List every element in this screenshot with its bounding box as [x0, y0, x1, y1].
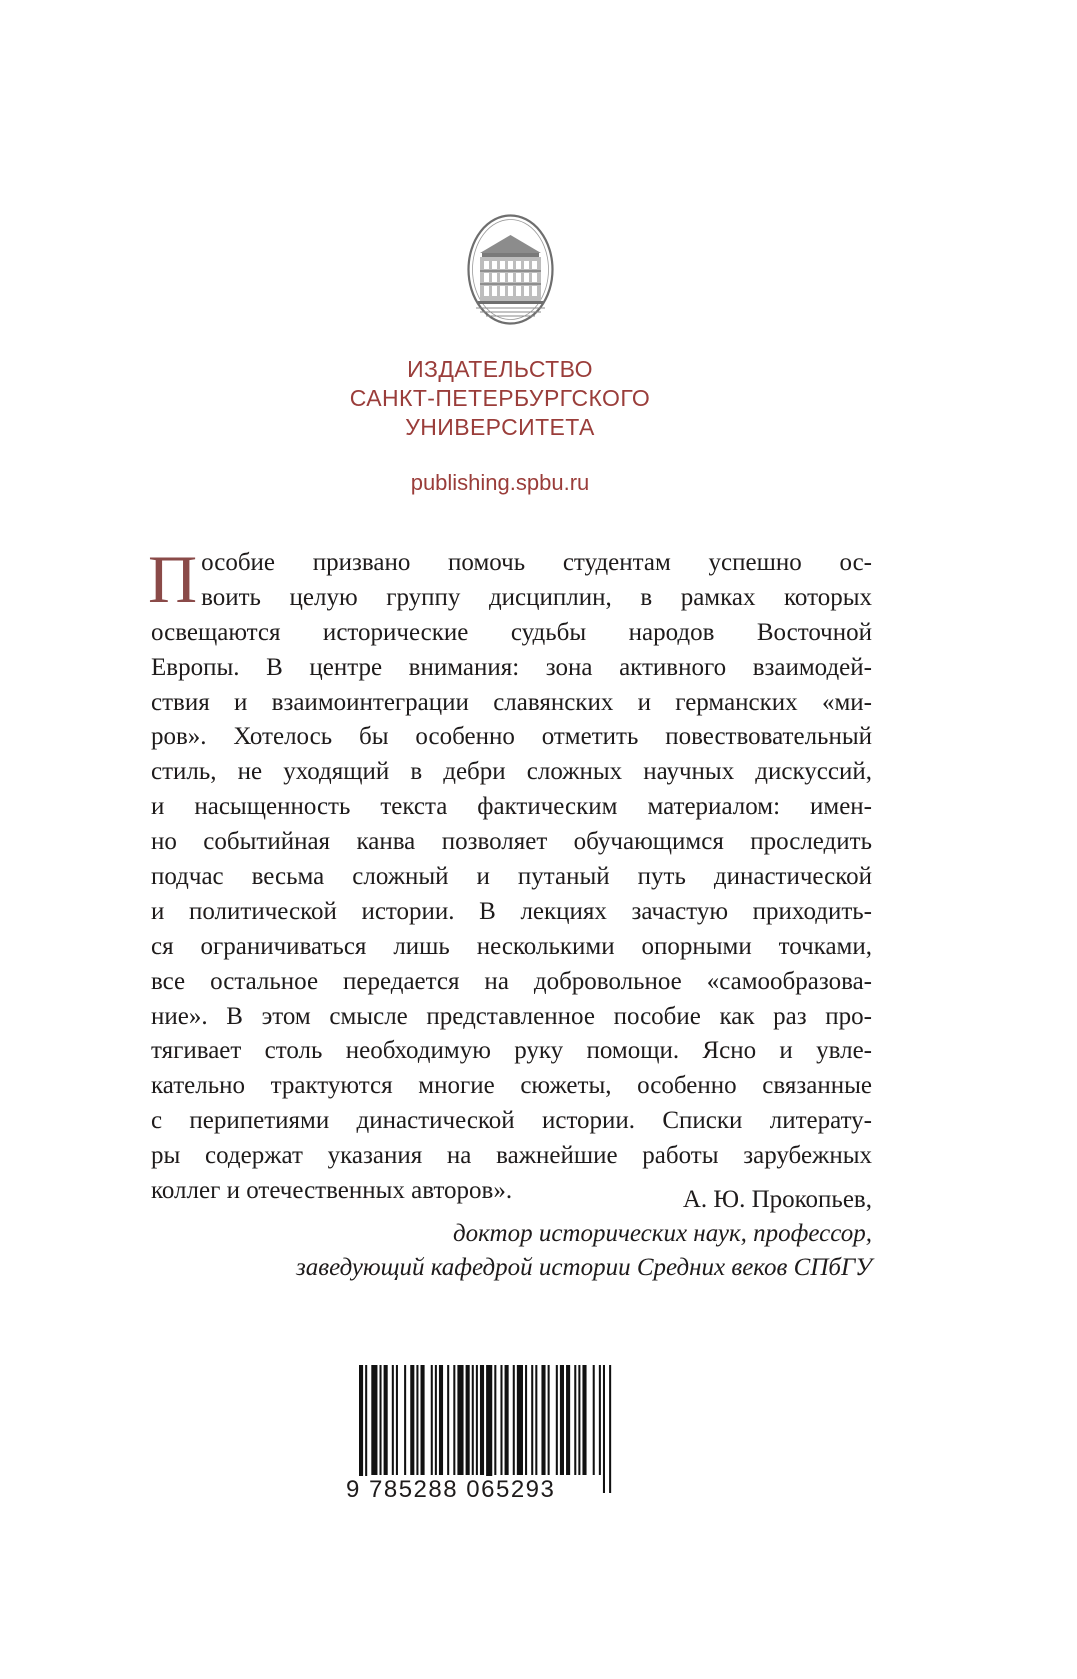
- barcode-bar: [566, 1365, 570, 1475]
- publisher-website: publishing.spbu.ru: [410, 470, 590, 495]
- annotation-line: стиль, не уходящий в дебри сложных научных дискуссий,: [151, 758, 872, 786]
- annotation-line: подчас весьма сложный и путаный путь династической: [151, 863, 872, 891]
- barcode-bar: [525, 1365, 527, 1475]
- barcode-bar: [392, 1365, 394, 1475]
- drop-cap: П: [148, 541, 198, 617]
- barcode-bar: [384, 1365, 388, 1475]
- annotation-line: и политической истории. В лекциях зачастую приходить-: [151, 897, 872, 925]
- annotation-line: ры содержат указания на важнейшие работы зарубежных: [151, 1142, 872, 1170]
- barcode-bar: [582, 1365, 586, 1475]
- barcode-bar: [410, 1365, 414, 1475]
- barcode-bar: [453, 1365, 455, 1475]
- barcode-bar: [371, 1365, 377, 1475]
- publisher-line-2: САНКТ-ПЕТЕРБУРГСКОГО: [349, 385, 651, 411]
- reviewer-signature: [296, 1183, 872, 1285]
- barcode-bar: [472, 1365, 474, 1475]
- annotation-paragraph: [148, 541, 872, 1209]
- barcode-bar: [421, 1365, 425, 1475]
- barcode-bar: [599, 1365, 601, 1475]
- barcode-bar: [396, 1365, 398, 1475]
- reviewer-degree: доктор исторических наук, профессор,: [453, 1220, 872, 1247]
- barcode-bar: [404, 1365, 406, 1475]
- barcode-bar: [494, 1365, 496, 1475]
- barcode-bar: [548, 1365, 550, 1475]
- barcode-bar: [380, 1365, 382, 1475]
- annotation-line: Европы. В центре внимания: зона активного взаимодей-: [151, 653, 872, 681]
- barcode-bar: [556, 1365, 558, 1475]
- annotation-line: ние». В этом смысле представленное пособие как раз про-: [151, 1002, 872, 1030]
- annotation-line: кательно трактуются многие сюжеты, особенно связанные: [151, 1072, 872, 1100]
- barcode-bar: [466, 1365, 470, 1475]
- barcode-bar: [574, 1365, 576, 1475]
- annotation-line: но событийная канва позволяет обучающимся проследить: [151, 828, 872, 856]
- annotation-line: особие призвано помочь студентам успешно ос-: [201, 549, 872, 576]
- annotation-line: ров». Хотелось бы особенно отметить повествовательный: [151, 723, 872, 751]
- barcode-bar: [517, 1365, 523, 1475]
- barcode-bar: [447, 1365, 449, 1475]
- barcode-bar: [365, 1365, 367, 1493]
- reviewer-position: заведующий кафедрой истории Средних веков СПбГУ: [295, 1254, 872, 1281]
- annotation-line: все остальное передается на добровольное «самообразова-: [151, 967, 872, 995]
- isbn-digits: 9 785288 065293: [346, 1476, 556, 1503]
- annotation-line: и насыщенность текста фактическим материалом: имен-: [151, 793, 872, 821]
- publisher-line-3: УНИВЕРСИТЕТА: [405, 414, 595, 440]
- barcode-bar: [535, 1365, 537, 1475]
- barcode-bar: [435, 1365, 437, 1475]
- publisher-name: [0, 355, 1000, 442]
- publisher-line-1: ИЗДАТЕЛЬСТВО: [407, 356, 593, 382]
- barcode-bar: [439, 1365, 443, 1475]
- annotation-line: освещаются исторические судьбы народов Восточной: [151, 618, 872, 646]
- barcode-bar: [609, 1365, 611, 1493]
- barcode-bar: [541, 1365, 545, 1475]
- reviewer-name: А. Ю. Прокопьев,: [682, 1186, 872, 1213]
- annotation-line: ствия и взаимоинтеграции славянских и германских «ми-: [151, 688, 872, 716]
- barcode-bar: [603, 1365, 605, 1493]
- barcode-bar: [416, 1365, 418, 1475]
- barcode-bar: [505, 1365, 509, 1475]
- barcode-bar: [486, 1365, 492, 1493]
- barcode-bar: [531, 1365, 533, 1475]
- annotation-line: тягивает столь необходимую руку помощи. Ясно и увле-: [151, 1037, 872, 1065]
- barcode-bar: [480, 1365, 484, 1475]
- barcode-bar: [578, 1365, 580, 1475]
- annotation-line: воить целую группу дисциплин, в рамках которых: [201, 583, 872, 611]
- barcode-bar: [431, 1365, 433, 1475]
- barcode-bar: [500, 1365, 502, 1475]
- barcode-bar: [457, 1365, 463, 1475]
- barcode-bar: [359, 1365, 363, 1493]
- barcode-bar: [513, 1365, 515, 1475]
- barcode-bar: [593, 1365, 595, 1475]
- university-building-emblem-icon: [466, 213, 555, 326]
- barcode-bar: [560, 1365, 564, 1475]
- annotation-line: коллег и отечественных авторов».: [151, 1177, 513, 1205]
- barcode-bar: [476, 1365, 478, 1475]
- annotation-line: ся ограничиваться лишь несколькими опорными точками,: [151, 932, 872, 960]
- annotation-line: с перипетиями династической истории. Списки литерату-: [151, 1107, 872, 1135]
